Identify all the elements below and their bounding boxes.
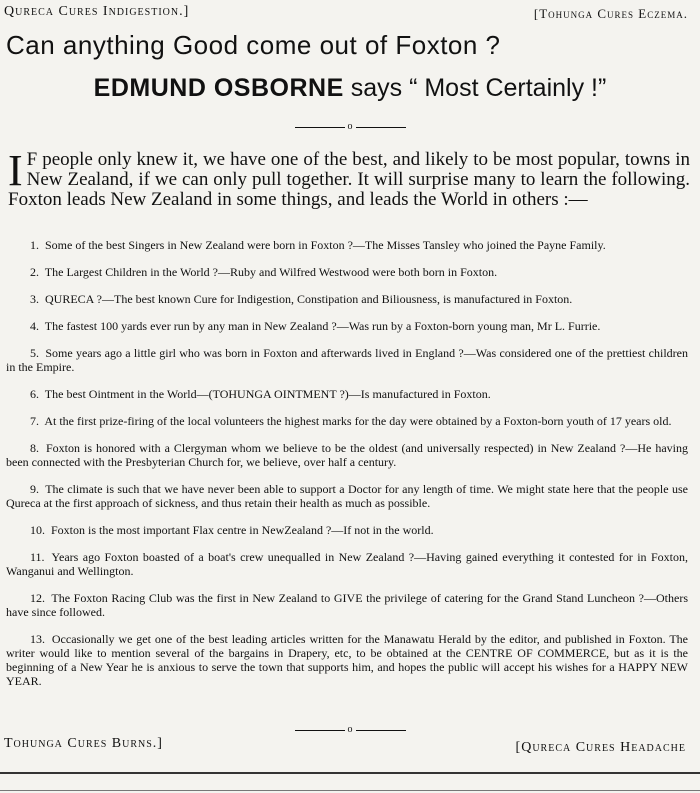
corner-tohunga-eczema: [Tohunga Cures Eczema.	[533, 6, 688, 21]
divider-line	[295, 730, 345, 731]
item-text: The Largest Children in the World ?—Ruby and Wilfred Westwood were both born in Foxton.	[44, 265, 498, 279]
item-text: Years ago Foxton boasted of a boat's crew unequalled in New Zealand ?—Having gained everything it contested for in Foxton, Wanganui and Wellington.	[6, 550, 688, 578]
item-number: 10.	[30, 523, 45, 537]
divider-top	[0, 122, 700, 132]
list-item	[6, 292, 688, 306]
item-number: 7.	[30, 414, 39, 428]
item-number: 5.	[30, 346, 39, 360]
item-number: 2.	[30, 265, 39, 279]
headline: Can anything Good come out of Foxton ?	[6, 30, 501, 60]
item-number: 12.	[30, 591, 45, 605]
divider-mark: o	[347, 724, 353, 735]
item-text: The climate is such that we have never been able to support a Doctor for any length of time. We might state here that the people use Qureca at the first approach of sickness, and thus retain their health as much as possible.	[6, 482, 688, 510]
item-text: The Foxton Racing Club was the first in New Zealand to GIVE the privilege of catering for the Grand Stand Luncheon ?—Others have since followed.	[6, 591, 688, 619]
item-text: At the first prize-firing of the local volunteers the highest marks for the day were obtained by a Foxton-born youth of 17 years old.	[44, 414, 672, 428]
item-text: Occasionally we get one of the best leading articles written for the Manawatu Herald by the editor, and published in Foxton. The writer would like to mention several of the bargains in Drapery, etc, to be obtained at the CENTRE OF COMMERCE, but as it is the beginning of a New Year he is anxious to serve the town that supports him, and hopes the public will accept his wishes for a HAPPY NEW YEAR.	[6, 632, 688, 688]
corner-qureca-indigestion: Qureca Cures Indigestion.]	[4, 4, 190, 19]
item-text: Some years ago a little girl who was born in Foxton and afterwards lived in England ?—Was considered one of the prettiest children in the Empire.	[6, 346, 689, 374]
quote: “ Most Certainly !”	[409, 74, 607, 102]
says-word: says	[350, 74, 403, 102]
corner-tohunga-burns: Tohunga Cures Burns.]	[4, 736, 163, 751]
author-name: EDMUND OSBORNE	[93, 74, 344, 102]
list-item	[6, 441, 688, 469]
list-item	[6, 319, 688, 333]
drop-cap: I	[8, 146, 23, 195]
list-item	[6, 550, 688, 578]
divider-mark: o	[347, 121, 353, 132]
bottom-border-thin	[0, 790, 700, 791]
item-text: QURECA ?—The best known Cure for Indigestion, Constipation and Biliousness, is manufactured in Foxton.	[45, 292, 573, 306]
list-item	[6, 482, 688, 510]
item-number: 9.	[30, 482, 39, 496]
item-number: 3.	[30, 292, 39, 306]
item-number: 6.	[30, 387, 39, 401]
divider-bottom	[0, 725, 700, 735]
item-text: Some of the best Singers in New Zealand were born in Foxton ?—The Misses Tansley who joined the Payne Family.	[45, 238, 606, 252]
list-item	[6, 387, 688, 401]
subheadline	[0, 74, 700, 103]
item-text: Foxton is the most important Flax centre in NewZealand ?—If not in the world.	[51, 523, 434, 537]
corner-qureca-headache: [Qureca Cures Headache	[515, 740, 686, 755]
list-item	[6, 238, 688, 252]
divider-line	[295, 127, 345, 128]
intro-text: F people only knew it, we have one of the best, and likely to be most popular, towns in New Zealand, if we can only pull together. It will surprise many to learn the following. Foxton leads New Zealand in some things, and leads the World in others :—	[8, 149, 690, 210]
intro-paragraph	[8, 146, 690, 210]
numbered-list	[6, 238, 688, 701]
item-number: 8.	[30, 441, 39, 455]
item-text: Foxton is honored with a Clergyman whom we believe to be the oldest (and universally respected) in New Zealand ?—He having been connected with the Presbyterian Church for, we believe, over half a century.	[6, 441, 689, 469]
item-number: 11.	[30, 550, 45, 564]
list-item	[6, 591, 688, 619]
list-item	[6, 265, 688, 279]
list-item	[6, 523, 688, 537]
item-text: The fastest 100 yards ever run by any man in New Zealand ?—Was run by a Foxton-born young man, Mr L. Furrie.	[44, 319, 601, 333]
list-item	[6, 346, 688, 374]
bottom-border	[0, 772, 700, 774]
list-item	[6, 632, 688, 688]
list-item	[6, 414, 688, 428]
item-number: 4.	[30, 319, 39, 333]
divider-line	[356, 730, 406, 731]
divider-line	[356, 127, 406, 128]
item-number: 1.	[30, 238, 39, 252]
item-text: The best Ointment in the World—(TOHUNGA OINTMENT ?)—Is manufactured in Foxton.	[44, 387, 491, 401]
item-number: 13.	[30, 632, 45, 646]
